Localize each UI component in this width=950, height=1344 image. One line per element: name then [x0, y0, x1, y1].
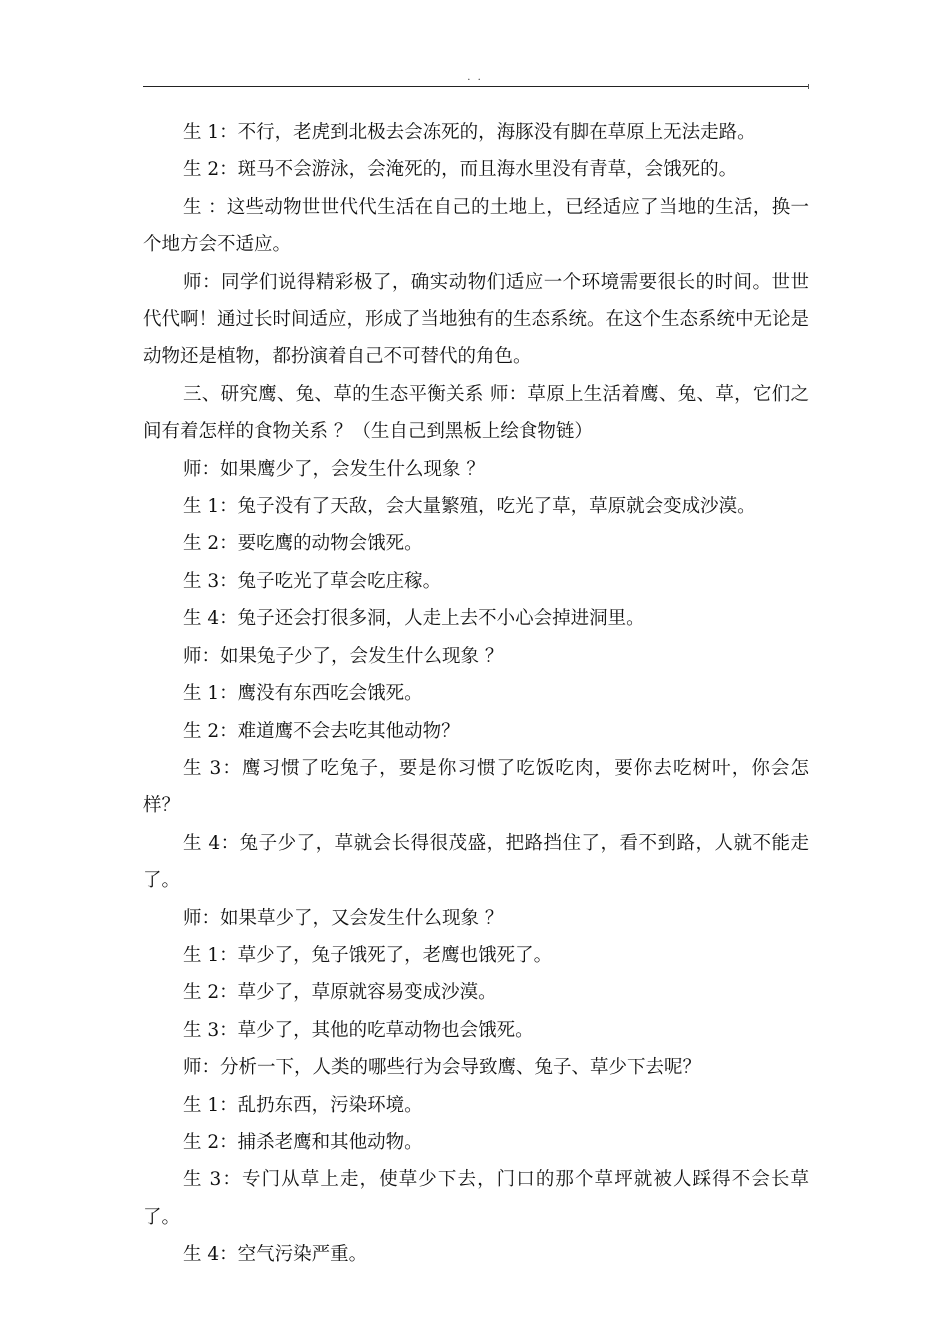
paragraph: 生 1：乱扔东西，污染环境。 [183, 1094, 423, 1116]
section-heading-paragraph: 三、研究鹰、兔、草的生态平衡关系 师：草原上生活着鹰、兔、草，它们之间有着怎样的食物关系 ？（生自己到黑板上绘食物链） [143, 383, 809, 443]
paragraph: 生 1：鹰没有东西吃会饿死。 [183, 683, 423, 705]
paragraph: 生 1：不行，老虎到北极去会冻死的，海豚没有脚在草原上无法走路。 [183, 122, 756, 143]
paragraph: 生 1：草少了，兔子饿死了，老鹰也饿死了。 [183, 944, 553, 966]
document-body [143, 114, 809, 1274]
paragraph: 师：如果草少了，又会发生什么现象 ？ [183, 907, 504, 929]
paragraph: 生 2：捕杀老鹰和其他动物。 [183, 1131, 423, 1153]
paragraph: 生 3：草少了，其他的吃草动物也会饿死。 [183, 1019, 534, 1041]
page-header-dots: . . [467, 72, 483, 83]
paragraph: 生 4：空气污染严重。 [183, 1244, 368, 1266]
paragraph: 生 2：草少了，草原就容易变成沙漠。 [183, 982, 497, 1004]
paragraph: 生 4：兔子还会打很多洞，人走上去不小心会掉进洞里。 [183, 608, 645, 630]
paragraph: 生 4：兔子少了，草就会长得很茂盛，把路挡住了，看不到路，人就不能走了。 [143, 832, 809, 892]
paragraph: 生 2：难道鹰不会去吃其他动物？ [183, 720, 460, 742]
paragraph: 师：如果鹰少了，会发生什么现象 ？ [183, 458, 485, 480]
paragraph: 生 1：兔子没有了天敌，会大量繁殖，吃光了草，草原就会变成沙漠。 [183, 496, 756, 518]
paragraph: 生 3：鹰习惯了吃兔子，要是你习惯了吃饭吃肉，要你去吃树叶，你会怎样？ [143, 757, 809, 817]
paragraph: 师：如果兔子少了，会发生什么现象 ？ [183, 645, 504, 667]
header-rule-tick [808, 84, 809, 89]
header-rule [143, 86, 808, 87]
paragraph: 生 2：斑马不会游泳，会淹死的，而且海水里没有青草，会饿死的。 [183, 159, 738, 181]
paragraph: 生 ：这些动物世世代代生活在自己的土地上，已经适应了当地的生活，换一个地方会不适应。 [143, 196, 809, 256]
paragraph: 师：分析一下，人类的哪些行为会导致鹰、兔子、草少下去呢？ [183, 1057, 702, 1079]
paragraph: 生 3：兔子吃光了草会吃庄稼。 [183, 570, 442, 592]
paragraph: 生 2：要吃鹰的动物会饿死。 [183, 533, 423, 555]
paragraph: 生 3：专门从草上走，使草少下去，门口的那个草坪就被人踩得不会长草了。 [143, 1169, 809, 1228]
paragraph: 师：同学们说得精彩极了，确实动物们适应一个环境需要很长的时间。世世代代啊！通过长时间适应，形成了当地独有的生态系统。在这个生态系统中无论是动物还是植物，都扮演着自己不可替代的角色。 [143, 271, 810, 368]
